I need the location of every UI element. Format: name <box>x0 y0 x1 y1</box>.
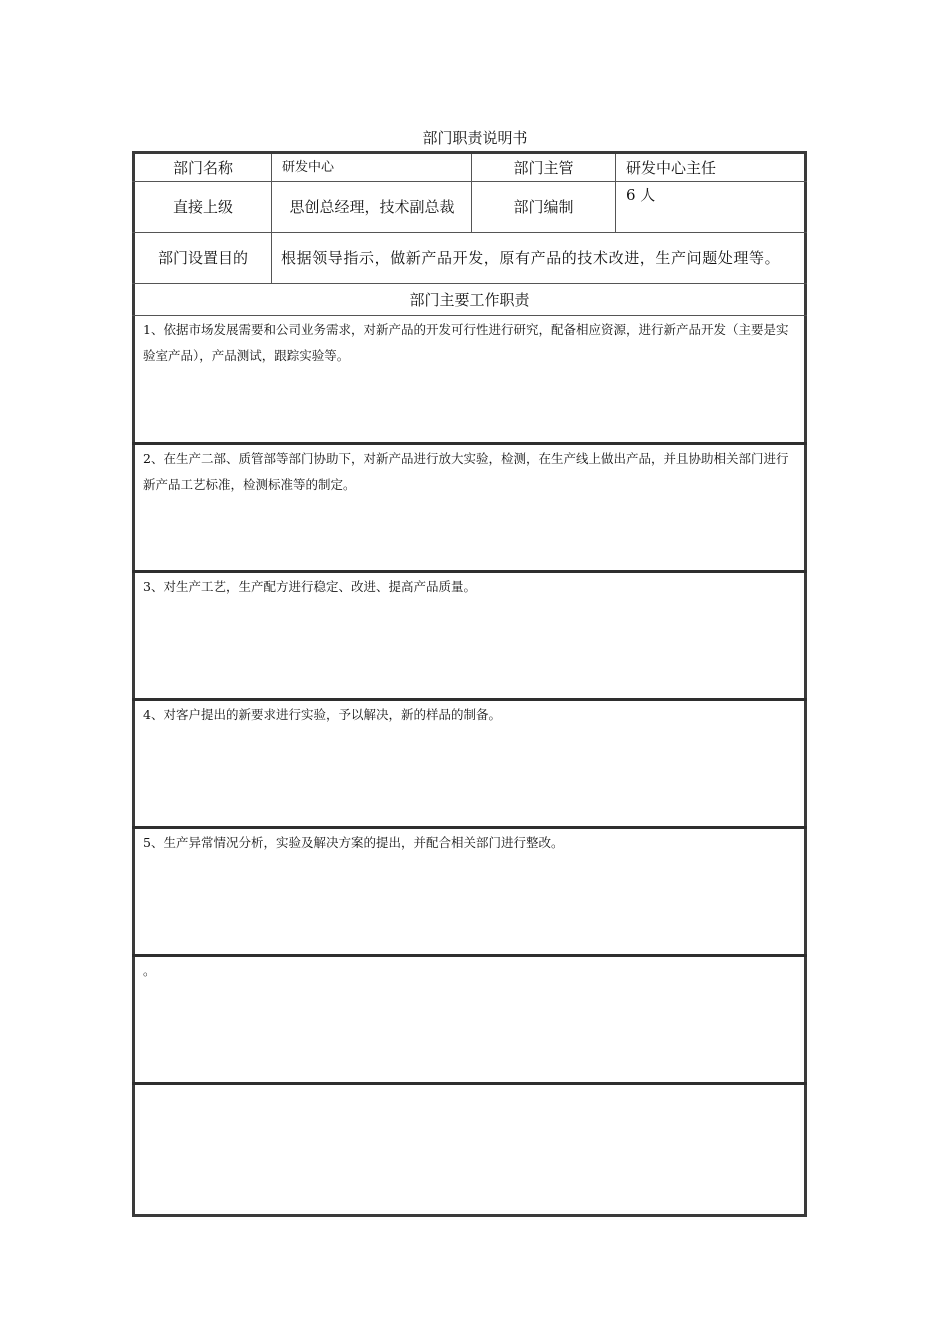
duty-item: 。 <box>143 963 156 978</box>
purpose-label: 部门设置目的 <box>157 249 248 267</box>
staffing-value: 6 人 <box>626 186 656 204</box>
superior-value: 思创总经理，技术副总裁 <box>289 198 455 216</box>
column-divider <box>615 154 616 232</box>
superior-label: 直接上级 <box>172 198 233 216</box>
column-divider <box>271 154 272 283</box>
row-divider <box>132 954 807 957</box>
duty-item: 2、在生产二部、质管部等部门协助下，对新产品进行放大实验，检测，在生产线上做出产品，并且协助相关部门进行新产品工艺标准，检测标准等的制定。 <box>143 451 789 492</box>
duty-item: 4、对客户提出的新要求进行实验，予以解决，新的样品的制备。 <box>143 707 501 722</box>
row-divider <box>132 826 807 829</box>
row-divider <box>132 698 807 701</box>
dept-head-label: 部门主管 <box>513 158 574 177</box>
row-divider <box>132 315 807 316</box>
duty-item: 1、依据市场发展需要和公司业务需求，对新产品的开发可行性进行研究，配备相应资源，进行新产品开发（主要是实验室产品），产品测试，跟踪实验等。 <box>143 322 789 363</box>
purpose-value: 根据领导指示，做新产品开发，原有产品的技术改进，生产问题处理等。 <box>281 248 781 267</box>
dept-name-value: 研发中心 <box>282 159 335 175</box>
duty-item: 5、生产异常情况分析，实验及解决方案的提出，并配合相关部门进行整改。 <box>143 835 564 850</box>
row-divider <box>132 442 807 445</box>
duties-section-title: 部门主要工作职责 <box>409 290 530 309</box>
dept-head-value: 研发中心主任 <box>626 158 717 177</box>
duty-item: 3、对生产工艺，生产配方进行稳定、改进、提高产品质量。 <box>143 579 476 594</box>
row-divider <box>132 570 807 573</box>
document-title: 部门职责说明书 <box>422 129 528 147</box>
staffing-label: 部门编制 <box>513 198 574 216</box>
dept-name-label: 部门名称 <box>172 158 233 177</box>
row-divider <box>132 1082 807 1085</box>
